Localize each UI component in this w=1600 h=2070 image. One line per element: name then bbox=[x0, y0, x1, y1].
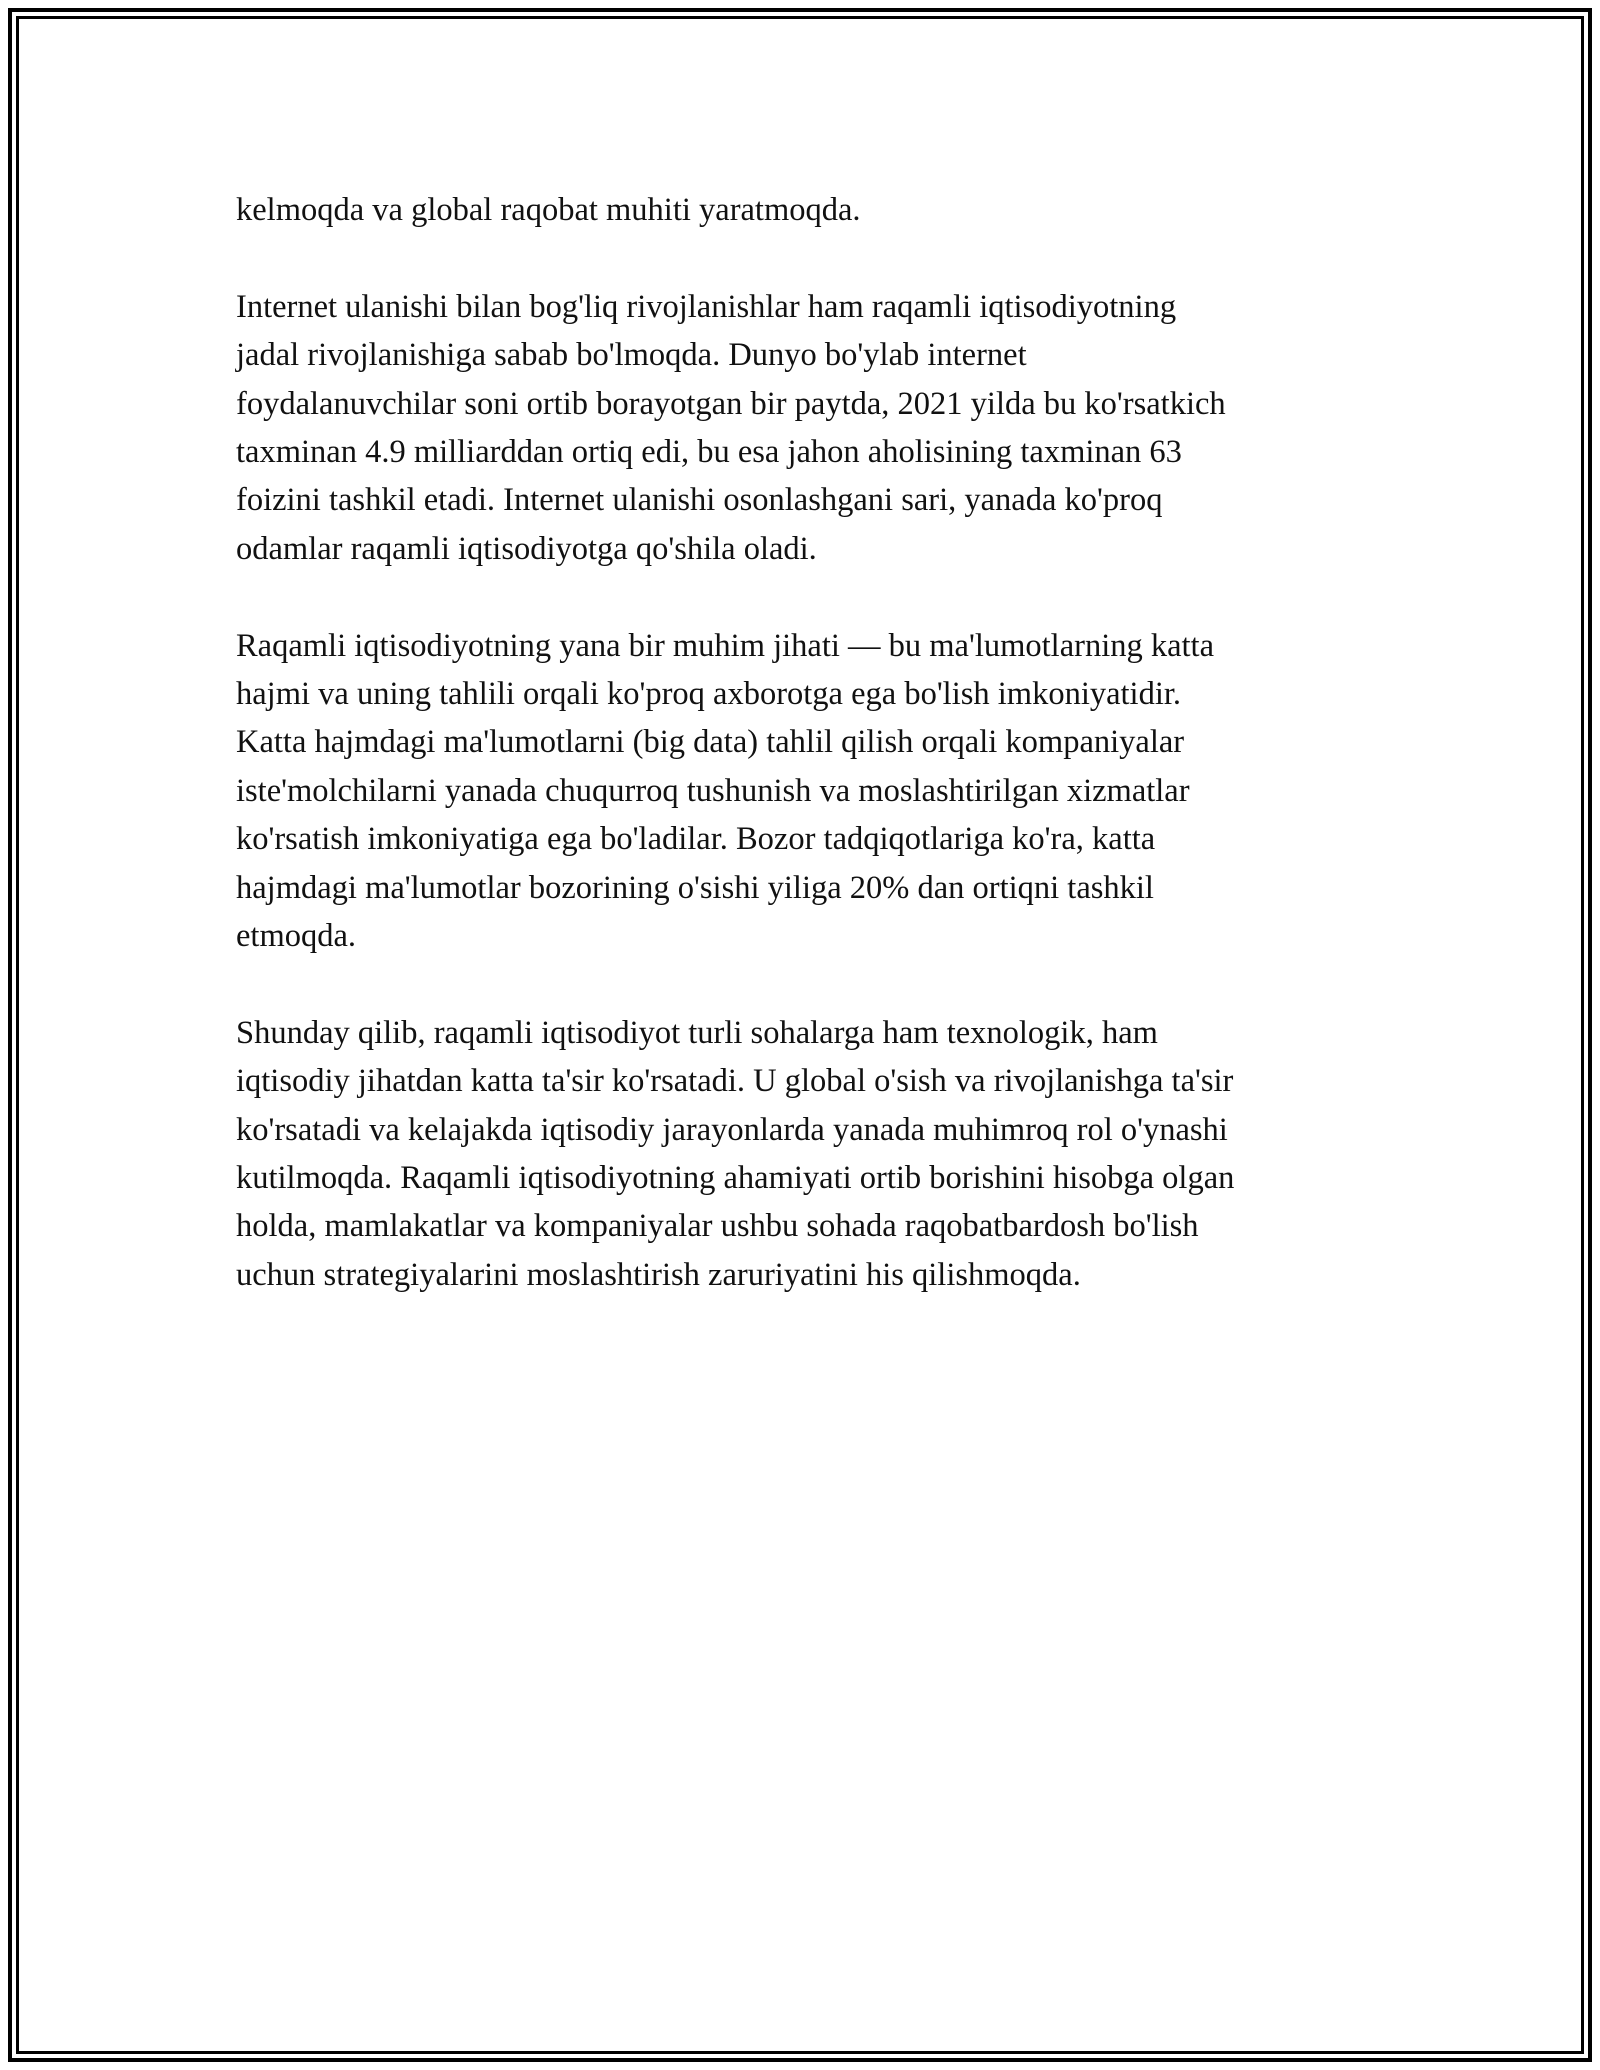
text-line: kelmoqda va global raqobat muhiti yaratmoqda. bbox=[236, 192, 861, 228]
text-line: hajmi va uning tahlili orqali ko'proq axborotga ega bo'lish imkoniyatidir. bbox=[236, 676, 1182, 713]
text-line: Shunday qilib, raqamli iqtisodiyot turli sohalarga ham texnologik, ham bbox=[236, 1014, 1158, 1051]
text-line: Raqamli iqtisodiyotning yana bir muhim jihati — bu ma'lumotlarning katta bbox=[236, 627, 1215, 664]
text-line: ko'rsatadi va kelajakda iqtisodiy jarayonlarda yanada muhimroq rol o'ynashi bbox=[236, 1111, 1228, 1148]
paragraph-2 bbox=[236, 283, 1376, 573]
text-line: uchun strategiyalarini moslashtirish zaruriyatini his qilishmoqda. bbox=[236, 1256, 1081, 1293]
text-line: holda, mamlakatlar va kompaniyalar ushbu sohada raqobatbardosh bo'lish bbox=[236, 1208, 1199, 1245]
text-line: kutilmoqda. Raqamli iqtisodiyotning ahamiyati ortib borishini hisobga olgan bbox=[236, 1160, 1235, 1197]
text-line: iste'molchilarni yanada chuqurroq tushunish va moslashtirilgan xizmatlar bbox=[236, 772, 1190, 809]
paragraph-1 bbox=[236, 186, 1376, 234]
text-line: taxminan 4.9 milliarddan ortiq edi, bu esa jahon aholisining taxminan 63 bbox=[236, 434, 1182, 471]
text-line: Katta hajmdagi ma'lumotlarni (big data) tahlil qilish orqali kompaniyalar bbox=[236, 724, 1185, 761]
text-line: etmoqda. bbox=[236, 918, 357, 955]
document-body bbox=[236, 186, 1376, 1348]
text-line: iqtisodiy jihatdan katta ta'sir ko'rsatadi. U global o'sish va rivojlanishga ta'sir bbox=[236, 1063, 1234, 1100]
paragraph-4 bbox=[236, 1009, 1376, 1299]
text-line: odamlar raqamli iqtisodiyotga qo'shila oladi. bbox=[236, 530, 817, 567]
text-line: Internet ulanishi bilan bog'liq rivojlanishlar ham raqamli iqtisodiyotning bbox=[236, 288, 1177, 325]
text-line: ko'rsatish imkoniyatiga ega bo'ladilar. Bozor tadqiqotlariga ko'ra, katta bbox=[236, 821, 1156, 858]
paragraph-3 bbox=[236, 622, 1376, 961]
text-line: hajmdagi ma'lumotlar bozorining o'sishi yiliga 20% dan ortiqni tashkil bbox=[236, 869, 1154, 906]
text-line: jadal rivojlanishiga sabab bo'lmoqda. Dunyo bo'ylab internet bbox=[236, 337, 1027, 374]
text-line: foydalanuvchilar soni ortib borayotgan bir paytda, 2021 yilda bu ko'rsatkich bbox=[236, 385, 1226, 422]
text-line: foizini tashkil etadi. Internet ulanishi osonlashgani sari, yanada ko'proq bbox=[236, 482, 1163, 519]
